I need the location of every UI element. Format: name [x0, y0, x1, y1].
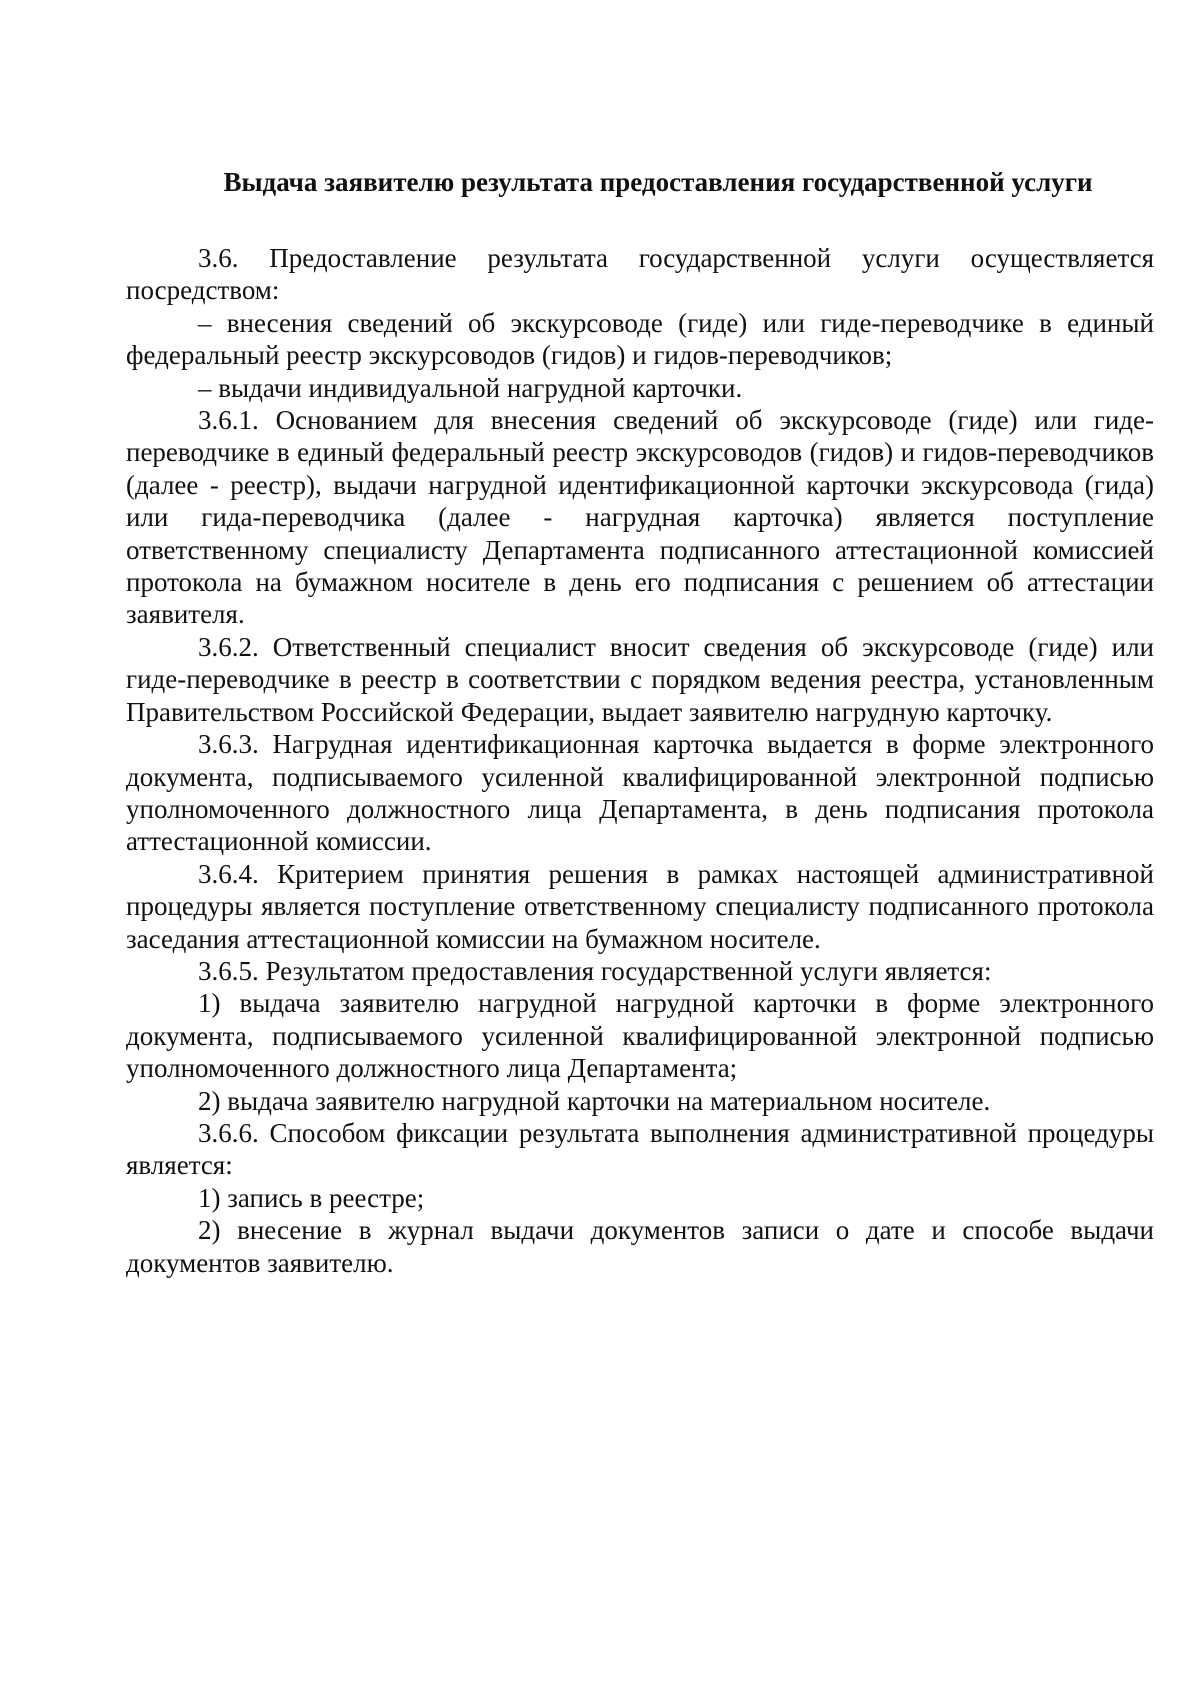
paragraph-3-6-3: 3.6.3. Нагрудная идентификационная карточка выдается в форме электронного документа, подписываемого усиленной квалифицированной электронной подписью уполномоченного должностного лица Департамента, в день подписания протокола аттестационной комиссии.	[126, 729, 1154, 857]
paragraph-3-6-1: 3.6.1. Основанием для внесения сведений об экскурсоводе (гиде) или гиде-переводчике в единый федеральный реестр экскурсоводов (гидов) и гидов-переводчиков (далее - реестр), выдачи нагрудной идентификационной карточки экскурсовода (гида) или гида-переводчика (далее - нагрудная карточка) является поступление ответственному специалисту Департамента подписанного аттестационной комиссией протокола на бумажном носителе в день его подписания с решением об аттестации заявителя.	[126, 405, 1154, 630]
list-item-registry: – внесения сведений об экскурсоводе (гиде) или гиде-переводчике в единый федеральный реестр экскурсоводов (гидов) и гидов-переводчиков;	[126, 307, 1154, 371]
paragraph-3-6: 3.6. Предоставление результата государственной услуги осуществляется посредством:	[126, 243, 1154, 306]
list-item-badge: – выдачи индивидуальной нагрудной карточки.	[198, 372, 743, 403]
document-page	[126, 166, 1154, 1279]
paragraph-3-6-5: 3.6.5. Результатом предоставления государственной услуги является:	[198, 955, 992, 986]
paragraph-3-6-6: 3.6.6. Способом фиксации результата выполнения административной процедуры является:	[126, 1117, 1154, 1181]
document-title: Выдача заявителю результата предоставления государственной услуги	[223, 167, 1093, 197]
list-item-fixation-2: 2) внесение в журнал выдачи документов записи о дате и способе выдачи документов заявителю.	[126, 1215, 1154, 1278]
list-item-result-1: 1) выдача заявителю нагрудной нагрудной карточки в форме электронного документа, подписываемого усиленной квалифицированной электронной подписью уполномоченного должностного лица Департамента;	[126, 988, 1154, 1084]
paragraph-3-6-2: 3.6.2. Ответственный специалист вносит сведения об экскурсоводе (гиде) или гиде-переводчике в реестр в соответствии с порядком ведения реестра, установленным Правительством Российской Федерации, выдает заявителю нагрудную карточку.	[126, 631, 1154, 727]
list-item-result-2: 2) выдача заявителю нагрудной карточки на материальном носителе.	[198, 1085, 991, 1116]
list-item-fixation-1: 1) запись в реестре;	[198, 1182, 425, 1213]
paragraph-3-6-4: 3.6.4. Критерием принятия решения в рамках настоящей административной процедуры является поступление ответственному специалисту подписанного протокола заседания аттестационной комиссии на бумажном носителе.	[126, 858, 1154, 954]
